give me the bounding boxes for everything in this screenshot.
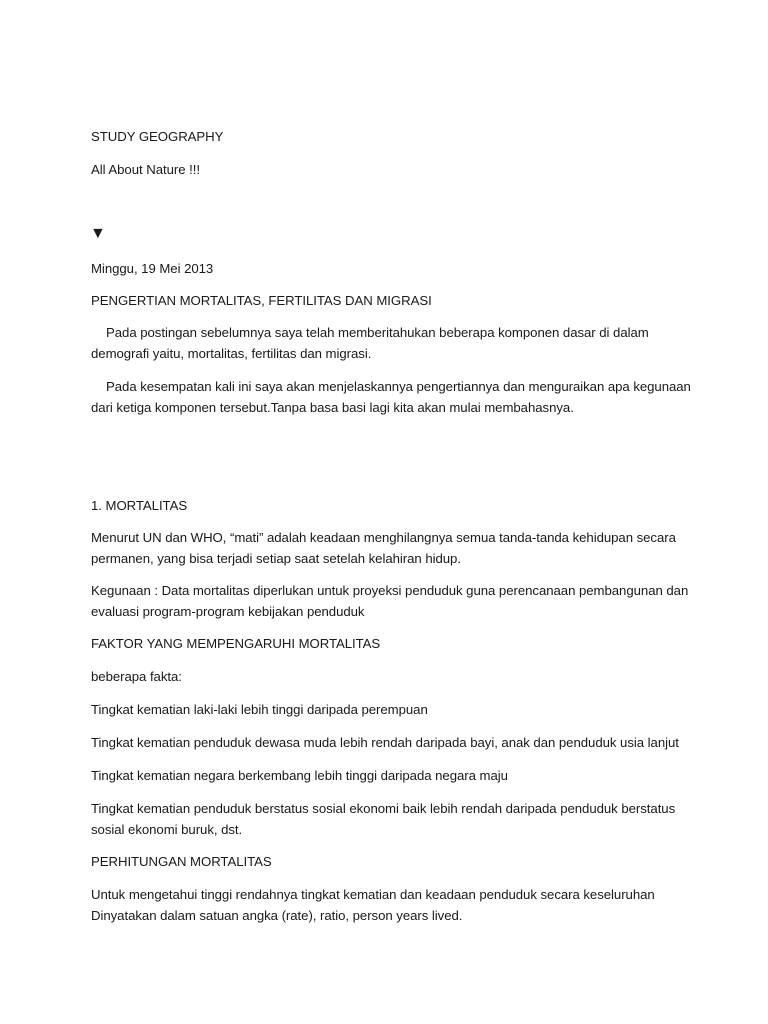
intro-paragraph-2-line-2: dari ketiga komponen tersebut.Tanpa basa basi lagi kita akan mulai membahasnya.	[91, 400, 574, 415]
fact-item: Tingkat kematian penduduk dewasa muda lebih rendah daripada bayi, anak dan penduduk usia lanjut	[91, 735, 679, 750]
usage-line-2: evaluasi program-program kebijakan penduduk	[91, 604, 365, 619]
section-heading-mortalitas: 1. MORTALITAS	[91, 498, 188, 513]
triangle-down-icon[interactable]: ▼	[90, 225, 106, 242]
definition-line-1: Menurut UN dan WHO, “mati” adalah keadaan menghilangnya semua tanda-tanda kehidupan secara	[91, 530, 676, 545]
fact-item: Tingkat kematian laki-laki lebih tinggi daripada perempuan	[91, 702, 428, 717]
blog-subtitle: All About Nature !!!	[91, 162, 200, 177]
calculation-line-1: Untuk mengetahui tinggi rendahnya tingkat kematian dan keadaan penduduk secara keseluruhan	[91, 887, 655, 902]
facts-intro: beberapa fakta:	[91, 669, 182, 684]
intro-paragraph-1-line-2: demografi yaitu, mortalitas, fertilitas dan migrasi.	[91, 346, 372, 361]
fact-item: Tingkat kematian penduduk berstatus sosial ekonomi baik lebih rendah daripada penduduk berstatus	[91, 801, 676, 816]
blog-title: STUDY GEOGRAPHY	[91, 129, 224, 144]
fact-item-continuation: sosial ekonomi buruk, dst.	[91, 822, 243, 837]
intro-paragraph-1-line-1: Pada postingan sebelumnya saya telah memberitahukan beberapa komponen dasar di dalam	[106, 325, 649, 340]
post-date: Minggu, 19 Mei 2013	[91, 261, 214, 276]
fact-item: Tingkat kematian negara berkembang lebih tinggi daripada negara maju	[91, 768, 508, 783]
calculation-line-2: Dinyatakan dalam satuan angka (rate), ratio, person years lived.	[91, 908, 463, 923]
usage-line-1: Kegunaan : Data mortalitas diperlukan untuk proyeksi penduduk guna perencanaan pembangunan dan	[91, 583, 689, 598]
post-title: PENGERTIAN MORTALITAS, FERTILITAS DAN MIGRASI	[91, 293, 432, 308]
factors-heading: FAKTOR YANG MEMPENGARUHI MORTALITAS	[91, 636, 381, 651]
definition-line-2: permanen, yang bisa terjadi setiap saat setelah kelahiran hidup.	[91, 551, 461, 566]
calculation-heading: PERHITUNGAN MORTALITAS	[91, 854, 272, 869]
intro-paragraph-2-line-1: Pada kesempatan kali ini saya akan menjelaskannya pengertiannya dan menguraikan apa kegunaan	[106, 379, 691, 394]
